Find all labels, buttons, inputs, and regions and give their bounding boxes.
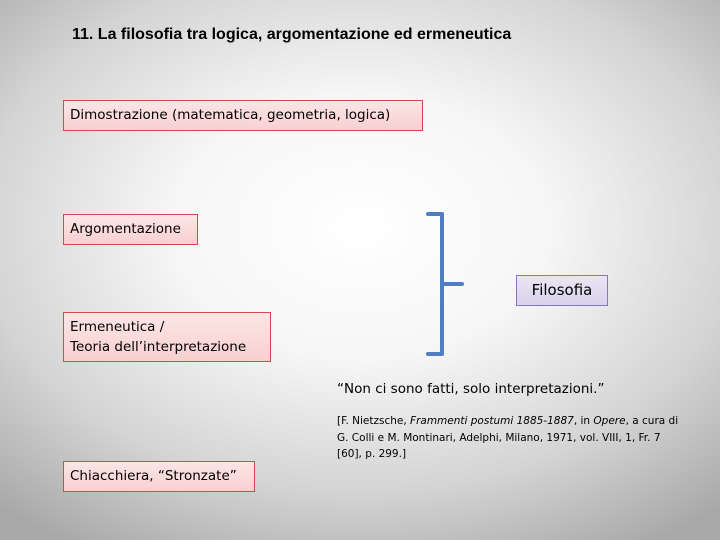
slide-title: 11. La filosofia tra logica, argomentazione ed ermeneutica xyxy=(72,26,512,43)
box-dimostrazione: Dimostrazione (matematica, geometria, logica) xyxy=(63,100,423,131)
box-filosofia: Filosofia xyxy=(516,275,608,306)
citation-part3: , a cura di G. Colli e M. Montinari, Adelphi, Milano, 1971, vol. VIII, 1, Fr. 7 [60], p. 299.] xyxy=(337,415,679,460)
box-argomentazione: Argomentazione xyxy=(63,214,198,245)
brace-path xyxy=(428,214,462,354)
right-brace-connector xyxy=(420,205,470,365)
citation-part1: [F. Nietzsche, xyxy=(337,415,411,427)
citation-part2: , in xyxy=(573,415,594,427)
box-ermeneutica xyxy=(63,312,271,362)
box-chiacchiera: Chiacchiera, “Stronzate” xyxy=(63,461,255,492)
box-ermeneutica-line1: Ermeneutica / xyxy=(70,319,165,335)
citation-work2: Opere xyxy=(593,415,626,427)
citation xyxy=(337,413,682,463)
box-ermeneutica-line2: Teoria dell’interpretazione xyxy=(70,339,247,355)
citation-work1: Frammenti postumi 1885-1887 xyxy=(410,415,574,427)
nietzsche-quote: “Non ci sono fatti, solo interpretazioni.” xyxy=(337,381,605,397)
